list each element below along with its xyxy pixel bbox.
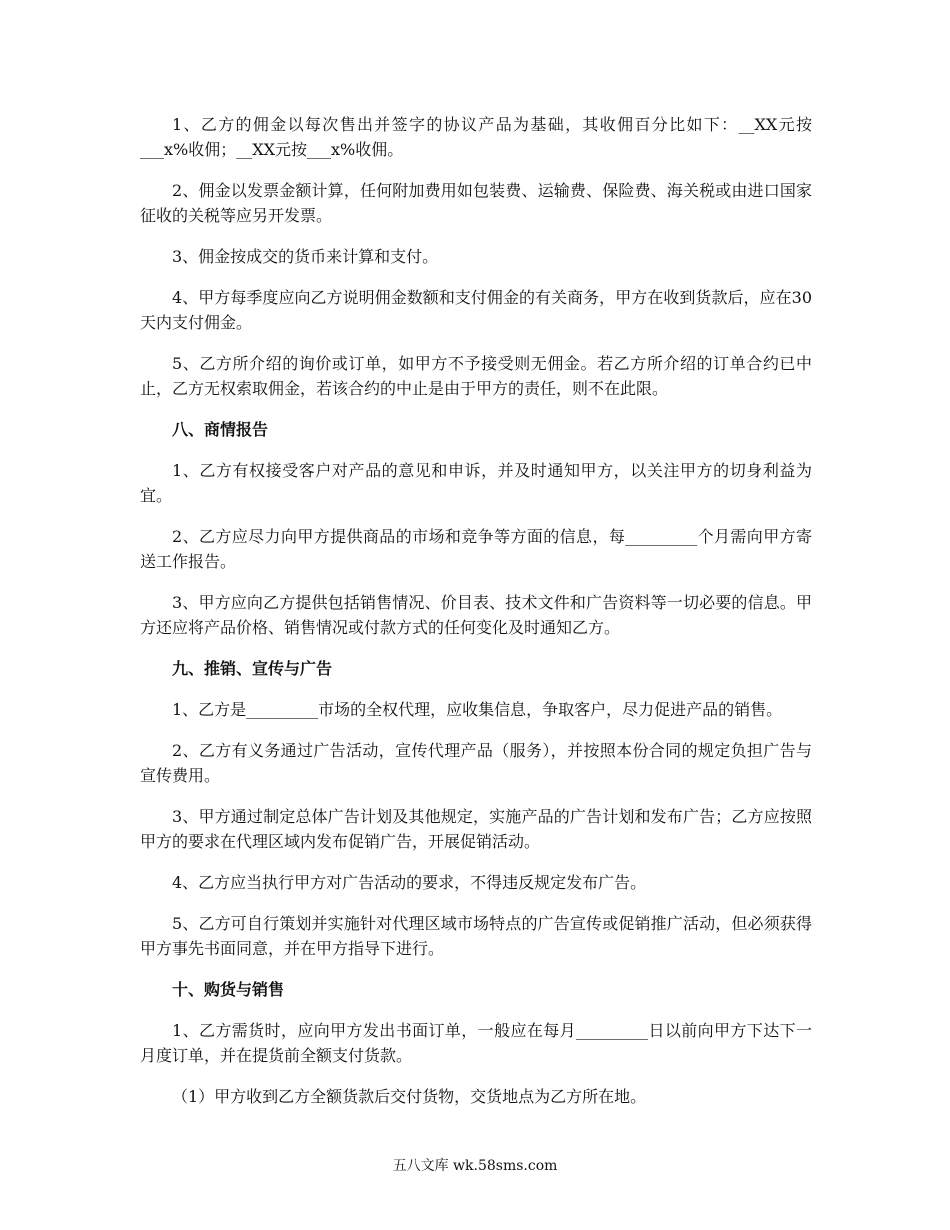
paragraph: 5、乙方所介绍的询价或订单，如甲方不予接受则无佣金。若乙方所介绍的订单合约已中止，乙方无权索取佣金，若该合约的中止是由于甲方的责任，则不在此限。: [140, 354, 812, 398]
paragraph: 2、乙方有义务通过广告活动，宣传代理产品（服务），并按照本份合同的规定负担广告与宣传费用。: [140, 741, 812, 785]
paragraph: 1、乙方需货时，应向甲方发出书面订单，一般应在每月_________日以前向甲方下达下一月度订单，并在提货前全额支付货款。: [140, 1021, 812, 1065]
paragraph: 1、乙方的佣金以每次售出并签字的协议产品为基础，其收佣百分比如下：__XX元按___x%收佣；__XX元按___x%收佣。: [140, 115, 812, 159]
document-body: [140, 112, 812, 1125]
page-footer: 五八文库 wk.58sms.com: [392, 1158, 558, 1174]
section-heading: 十、购货与销售: [172, 980, 285, 999]
paragraph: 4、乙方应当执行甲方对广告活动的要求，不得违反规定发布广告。: [172, 873, 647, 892]
paragraph: 4、甲方每季度应向乙方说明佣金数额和支付佣金的有关商务，甲方在收到货款后，应在30天内支付佣金。: [140, 288, 812, 332]
paragraph: 1、乙方有权接受客户对产品的意见和申诉，并及时通知甲方，以关注甲方的切身利益为宜。: [140, 461, 812, 505]
paragraph: 2、佣金以发票金额计算，任何附加费用如包装费、运输费、保险费、海关税或由进口国家征收的关税等应另开发票。: [140, 181, 812, 225]
paragraph: 3、甲方通过制定总体广告计划及其他规定，实施产品的广告计划和发布广告；乙方应按照甲方的要求在代理区域内发布促销广告，开展促销活动。: [140, 807, 812, 851]
paragraph: （1）甲方收到乙方全额货款后交付货物，交货地点为乙方所在地。: [172, 1087, 647, 1106]
paragraph: 1、乙方是_________市场的全权代理，应收集信息，争取客户，尽力促进产品的销售。: [172, 700, 783, 719]
paragraph: 5、乙方可自行策划并实施针对代理区域市场特点的广告宣传或促销推广活动，但必须获得甲方事先书面同意，并在甲方指导下进行。: [140, 914, 812, 958]
paragraph: 3、甲方应向乙方提供包括销售情况、价目表、技术文件和广告资料等一切必要的信息。甲方还应将产品价格、销售情况或付款方式的任何变化及时通知乙方。: [140, 593, 812, 637]
paragraph: 2、乙方应尽力向甲方提供商品的市场和竞争等方面的信息，每_________个月需向甲方寄送工作报告。: [140, 527, 812, 571]
section-heading: 九、推销、宣传与广告: [172, 659, 333, 678]
section-heading: 八、商情报告: [172, 420, 269, 439]
paragraph: 3、佣金按成交的货币来计算和支付。: [172, 247, 439, 266]
